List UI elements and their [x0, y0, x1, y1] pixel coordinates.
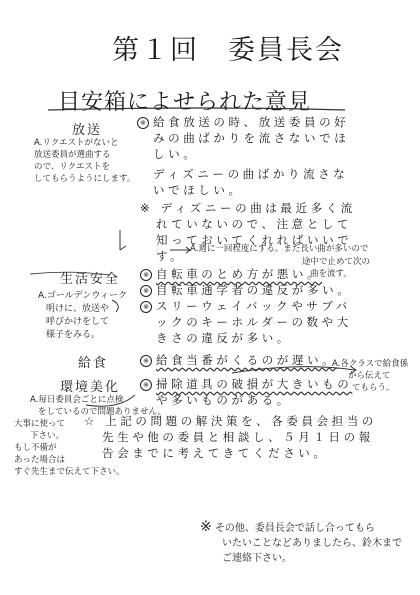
closing-instructions: ☆ 上記の問題の解決策を、各委員会担当の 先生や他の委員と相談し、５月１日の報 告会までに考えてきてください。	[84, 414, 377, 460]
reply-housou: A.リクエストがないと 放送委員が選曲する ので、リクエストを してもらうようにします。	[34, 138, 136, 184]
page-title: 第１回 委員長会	[112, 35, 344, 66]
star-icon: ☆	[84, 414, 98, 428]
reference-mark-icon: ※	[140, 269, 152, 281]
reference-mark-icon: ※	[140, 201, 154, 215]
opinion-seikatsu: ※ 自転車のとめ方が悪い。 ※ 自転車通学者の違反が多い。 ※ スリーウェイバックやサブバ ックのキーホルダーの数や大 きさの違反が多い。	[140, 266, 352, 346]
section-label-housou: 放送	[72, 123, 103, 138]
opinion-housou-2: ディズニーの曲ばかり流さな いでほしい。	[153, 167, 349, 197]
opinion-housou-1: ※ 給食放送の時、放送委員の好 みの曲ばかりを流さないでほ しい。	[137, 114, 349, 162]
reply-housou-arrow-2: 途中で止めて次の 曲を流す。	[302, 257, 371, 279]
footer-note: ※ その他、委員長会で話し合ってもら いたいことなどありましたら、鈴木まで ご連絡下さい。	[200, 519, 402, 564]
reply-kyushoku: A.各クラスで給食係 から伝えて てもらう。	[332, 359, 409, 393]
section-label-kankyo: 環境美化	[60, 380, 121, 395]
reference-mark-icon: ※	[140, 285, 152, 297]
reference-mark-icon: ※	[140, 379, 152, 391]
reference-mark-icon: ※	[200, 519, 212, 535]
reference-mark-icon: ※	[137, 117, 149, 129]
opinion-kankyo: ※ 掃除道具の破損が大きいもの や多いものがある。	[140, 376, 352, 408]
side-note: 大事に使って 下さい。 もし不備が あった場合は すぐ先生まで伝えて下さい。	[14, 419, 125, 477]
reply-seikatsu: A.ゴールデンウィーク 明けに、放送や 呼びかけをして 様子をみる。	[38, 291, 127, 340]
reference-mark-icon: ※	[140, 301, 152, 313]
section-label-kyushoku: 給食	[78, 356, 109, 371]
section-heading: 目安箱によせられた意見	[58, 90, 312, 115]
reply-kankyo: A.毎日委員会ごとに点検 をしているので問題ありません。	[30, 395, 167, 417]
reply-housou-arrow: A.週に一回程度にする。また長い曲が多いので	[190, 244, 369, 254]
reference-mark-icon: ※	[140, 355, 152, 367]
opinion-kyushoku: ※ 給食当番がくるのが遅い。	[140, 352, 337, 368]
opinion-housou-3: ※ ディズニーの曲は最近多く流 れていないので、注意として 知っておいてくれればいいで す。	[140, 201, 356, 263]
section-label-seikatsu: 生活安全	[60, 272, 121, 287]
